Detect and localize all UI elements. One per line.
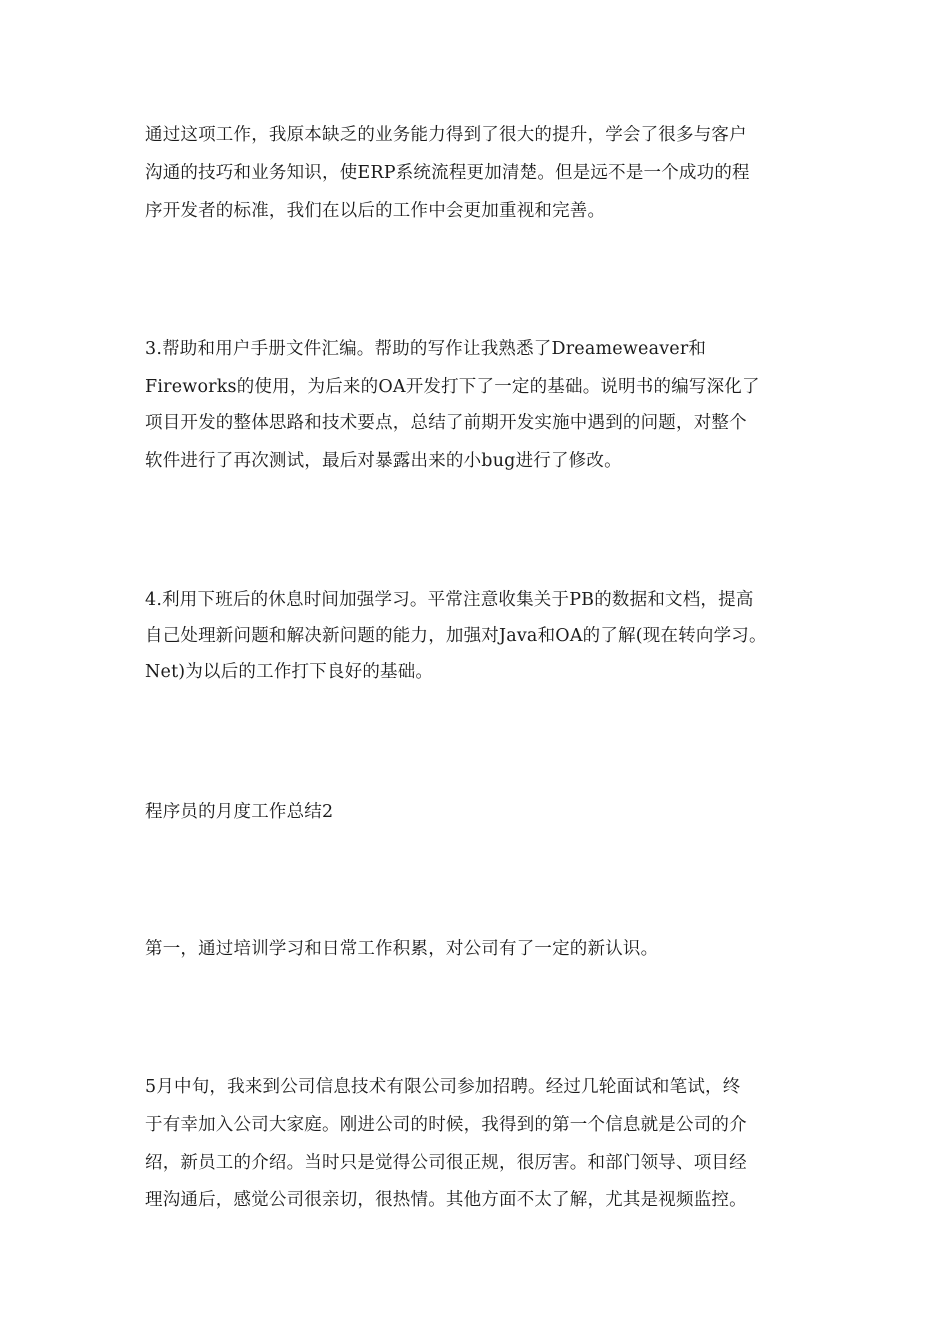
paragraph-line: 理沟通后，感觉公司很亲切，很热情。其他方面不太了解，尤其是视频监控。 [145, 1190, 747, 1210]
paragraph-line: 自己处理新问题和解决新问题的能力，加强对Java和OA的了解(现在转向学习。 [145, 626, 767, 646]
paragraph-line: 3.帮助和用户手册文件汇编。帮助的写作让我熟悉了Dreameweaver和 [145, 339, 707, 359]
paragraph-line: 通过这项工作，我原本缺乏的业务能力得到了很大的提升，学会了很多与客户 [145, 125, 747, 145]
section-title: 程序员的月度工作总结2 [145, 802, 334, 822]
paragraph-line: 项目开发的整体思路和技术要点，总结了前期开发实施中遇到的问题，对整个 [145, 413, 747, 433]
paragraph-line: 软件进行了再次测试，最后对暴露出来的小bug进行了修改。 [145, 451, 622, 471]
paragraph-line: 序开发者的标准，我们在以后的工作中会更加重视和完善。 [145, 201, 606, 221]
paragraph-line: 第一，通过培训学习和日常工作积累，对公司有了一定的新认识。 [145, 939, 659, 959]
paragraph-line: 4.利用下班后的休息时间加强学习。平常注意收集关于PB的数据和文档，提高 [145, 590, 754, 610]
paragraph-line: Fireworks的使用，为后来的OA开发打下了一定的基础。说明书的编写深化了 [145, 377, 760, 397]
paragraph-line: 5月中旬，我来到公司信息技术有限公司参加招聘。经过几轮面试和笔试，终 [145, 1077, 741, 1097]
paragraph-line: 沟通的技巧和业务知识，使ERP系统流程更加清楚。但是远不是一个成功的程 [145, 163, 750, 183]
paragraph-line: 绍，新员工的介绍。当时只是觉得公司很正规，很厉害。和部门领导、项目经 [145, 1153, 747, 1173]
paragraph-line: Net)为以后的工作打下良好的基础。 [145, 662, 434, 682]
paragraph-line: 于有幸加入公司大家庭。刚进公司的时候，我得到的第一个信息就是公司的介 [145, 1115, 747, 1135]
